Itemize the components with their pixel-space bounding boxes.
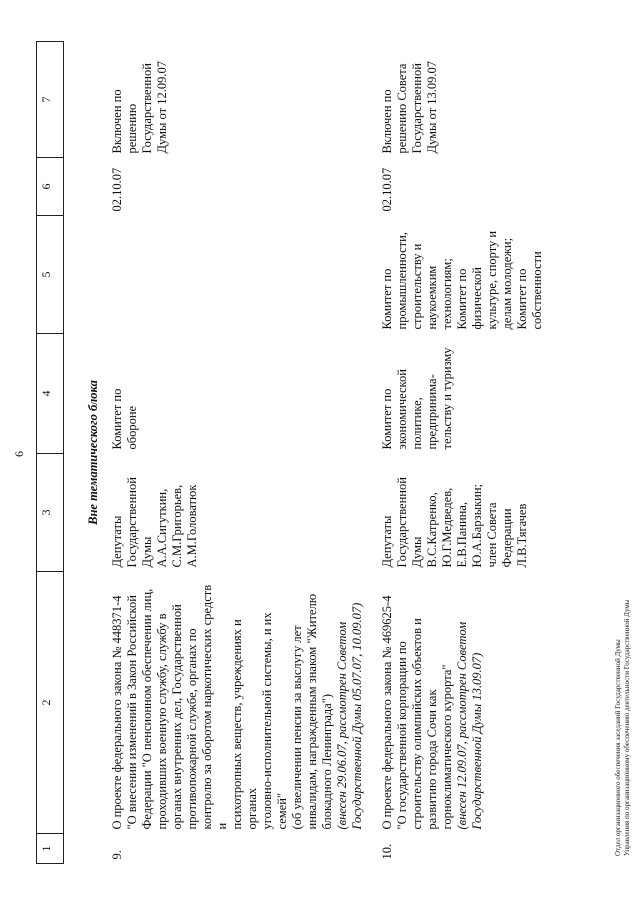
bill-line: психотропных веществ, учреждениях и органах xyxy=(230,619,259,830)
table-row xyxy=(368,42,548,864)
column-number: 5 xyxy=(37,216,64,334)
bill-line: горноклиматического курорта" xyxy=(440,664,454,830)
bill-note-line: (внесен 29.06.07, рассмотрен Советом xyxy=(335,621,349,830)
decision-line: Включен по xyxy=(110,89,124,154)
author-line: Государственной xyxy=(395,477,409,568)
committee-line: Комитет по xyxy=(380,388,394,450)
decision-cell xyxy=(368,42,548,158)
bill-line: развитию города Сочи как xyxy=(425,689,439,830)
table-row xyxy=(107,42,368,864)
author-line: Депутаты xyxy=(110,515,124,568)
author-line: А.А.Сигуткин, xyxy=(155,488,169,568)
author-line: Л.В.Тягачев xyxy=(515,503,529,568)
author-line: Думы xyxy=(410,536,424,568)
authors-cell xyxy=(368,454,548,572)
bill-line: Федерации "О пенсионном обеспечении лиц, xyxy=(140,588,154,830)
bill-line: О проекте федерального закона № 448371-4 xyxy=(110,595,124,830)
bill-note-line: Государственной Думы 13.09.07) xyxy=(470,652,484,830)
committee-line: тельству и туризму xyxy=(440,347,454,450)
column-number: 7 xyxy=(37,42,64,158)
row-number: 10. xyxy=(380,843,394,860)
column-number: 3 xyxy=(37,454,64,572)
decision-line: Думы от 12.09.07 xyxy=(155,61,169,154)
footer xyxy=(614,600,632,856)
bill-note-line: (внесен 12.09.07, рассмотрен Советом xyxy=(455,621,469,830)
column-number: 1 xyxy=(37,834,64,864)
bill-line: контролю за оборотом наркотических средств и xyxy=(200,584,229,830)
co-committee-line: собственности xyxy=(530,251,544,330)
committee-line: обороне xyxy=(125,405,139,450)
section-row xyxy=(64,42,108,864)
co-committee-line: промышленности, xyxy=(395,232,409,330)
bill-line: органах внутренних дел, Государственной xyxy=(170,604,184,830)
column-number: 2 xyxy=(37,572,64,834)
co-committees-cell xyxy=(368,216,548,334)
co-committee-line: строительству и xyxy=(410,243,424,330)
co-committee-line: делам молодежи; xyxy=(500,237,514,330)
author-line: Думы xyxy=(140,536,154,568)
bill-cell xyxy=(368,572,548,834)
agenda-table xyxy=(36,41,548,864)
committee-line: экономической xyxy=(395,369,409,450)
author-line: Государственной xyxy=(125,477,139,568)
bill-line: противопожарной службе, органах по xyxy=(185,628,199,830)
co-committee-line: Комитет по xyxy=(515,268,529,330)
author-line: Федерации xyxy=(500,508,514,568)
co-committee-line: культуре, спорту и xyxy=(485,230,499,330)
author-line: Ю.Г.Медведев, xyxy=(440,487,454,568)
co-committee-line: Комитет по xyxy=(455,268,469,330)
column-number: 6 xyxy=(37,158,64,216)
decision-line: Государственной xyxy=(410,63,424,154)
bill-cell xyxy=(107,572,368,834)
author-line: Ю.А.Барзыкин; xyxy=(470,483,484,568)
author-line: В.С.Катренко, xyxy=(425,492,439,568)
author-line: С.М.Григорьев, xyxy=(170,484,184,568)
committee-line: политике, xyxy=(410,397,424,450)
committee-cell xyxy=(107,334,368,454)
decision-cell xyxy=(107,42,368,158)
date-cell: 02.10.07 xyxy=(110,167,124,212)
column-number: 4 xyxy=(37,334,64,454)
co-committee-line: Комитет по xyxy=(380,268,394,330)
committee-line: предпринима- xyxy=(425,374,439,450)
co-committees-cell xyxy=(107,216,368,334)
bill-line: (об увеличении пенсии за выслугу лет xyxy=(290,625,304,830)
footer-line: Управления по организационному обеспечению деятельности Государственной Думы xyxy=(623,599,631,856)
bill-note-line: Государственной Думы 05.07.07, 10.09.07) xyxy=(350,602,364,830)
decision-line: решению Совета xyxy=(395,63,409,154)
decision-line: Государственной xyxy=(140,63,154,154)
bill-line: уголовно-исполнительной системы, и их xyxy=(260,612,274,830)
bill-line: О проекте федерального закона № 469625-4 xyxy=(380,595,394,830)
author-line: член Совета xyxy=(485,502,499,568)
author-line: Е.В.Панина, xyxy=(455,501,469,568)
committee-line: Комитет по xyxy=(110,388,124,450)
bill-line: "О государственной корпорации по xyxy=(395,641,409,830)
bill-line: инвалидам, награжденным знаком "Жителю xyxy=(305,593,319,830)
decision-line: решению xyxy=(125,103,139,154)
committee-cell xyxy=(368,334,548,454)
column-numbers-row xyxy=(37,42,64,864)
authors-cell xyxy=(107,454,368,572)
row-number: 9. xyxy=(110,850,124,860)
page-number: 6 xyxy=(12,451,26,457)
date-cell: 02.10.07 xyxy=(380,167,394,212)
decision-line: Включен по xyxy=(380,89,394,154)
bill-line: "О внесении изменений в Закон Российской xyxy=(125,595,139,830)
author-line: А.М.Головатюк xyxy=(185,484,199,568)
co-committee-line: технологиям; xyxy=(440,258,454,330)
bill-line: блокадного Ленинграда") xyxy=(320,693,334,830)
author-line: Депутаты xyxy=(380,515,394,568)
section-title: Вне тематического блока xyxy=(86,380,100,525)
bill-line: семей" xyxy=(275,793,289,830)
bill-line: строительству олимпийских объектов и xyxy=(410,618,424,830)
bill-line: проходивших военную службу, службу в xyxy=(155,613,169,830)
co-committee-line: наукоемким xyxy=(425,265,439,330)
footer-line: Отдел организационного обеспечения заседаний Государственной Думы xyxy=(614,639,622,856)
co-committee-line: физической xyxy=(470,267,484,330)
decision-line: Думы от 13.09.07 xyxy=(425,61,439,154)
